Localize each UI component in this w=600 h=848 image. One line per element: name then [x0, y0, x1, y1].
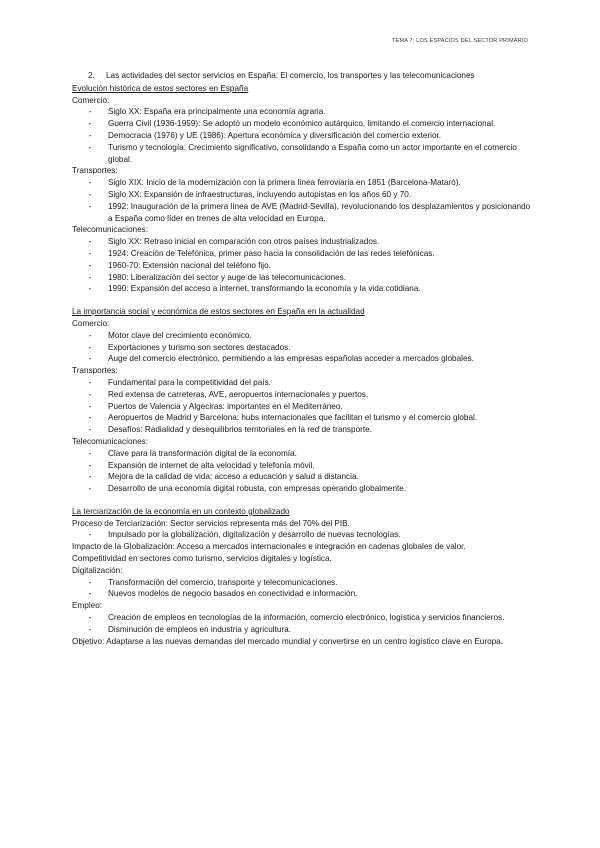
list-item: - 1960-70: Extensión nacional del teléfono fijo. — [88, 260, 271, 270]
group-label-telecomunicaciones: Telecomunicaciones: — [72, 436, 149, 446]
list-item: - Motor clave del crecimiento económico. — [88, 330, 252, 340]
list-item: - Exportaciones y turismo son sectores destacados. — [88, 342, 291, 352]
list-tertiarization — [72, 529, 534, 541]
list-comercio — [72, 106, 534, 165]
list-comercio — [72, 330, 534, 365]
list-item: - Siglo XIX: Inicio de la modernización con la primera línea ferroviaria en 1851 (Barcelona-Mataró). — [88, 178, 461, 188]
list-item: - 1990: Expansión del acceso a internet, transformando la economía y la vida cotidiana. — [88, 284, 421, 294]
paragraph-competitiveness: Competitividad en sectores como turismo, servicios digitales y logística. — [72, 554, 332, 564]
list-item: - Red extensa de carreteras, AVE, aeropuertos internacionales y puertos. — [88, 389, 369, 399]
main-heading — [72, 70, 534, 82]
list-item: - Impulsado por la globalización, digitalización y desarrollo de nuevas tecnologías. — [88, 530, 401, 540]
group-label-transportes: Transportes: — [72, 166, 118, 176]
paragraph-globalization: Impacto de la Globalización: Acceso a mercados internacionales e integración en cadenas globales de valor. — [72, 542, 466, 552]
list-item: - 1992: Inauguración de la primera línea de AVE (Madrid-Sevilla), revolucionando los desplazamientos y posicionando a España como líder en trenes de alta velocidad en Europa. — [88, 201, 531, 223]
list-item: - Aeropuertos de Madrid y Barcelona: hubs internacionales que facilitan el turismo y el comercio global. — [88, 413, 478, 423]
list-item: - 1980: Liberalización del sector y auge de las telecomunicaciones. — [88, 272, 347, 282]
list-item: - Puertos de Valencia y Algeciras: importantes en el Mediterráneo. — [88, 401, 343, 411]
list-transportes — [72, 377, 534, 436]
list-item: - Transformación del comercio, transporte y telecomunicaciones. — [88, 577, 338, 587]
section-title: Evolución histórica de estos sectores en España — [72, 83, 249, 93]
paragraph-tertiarization: Proceso de Terciarización: Sector servicios representa más del 70% del PIB. — [72, 518, 350, 528]
list-item: - Creación de empleos en tecnologías de la información, comercio electrónico, logística y servicios financieros. — [88, 613, 505, 623]
list-empleo — [72, 612, 534, 636]
section-historical-evolution — [72, 83, 534, 295]
list-item: - Siglo XX: Retraso inicial en comparación con otros países industrializados. — [88, 237, 380, 247]
list-item: - Fundamental para la competitividad del país. — [88, 377, 271, 387]
section-social-economic-importance — [72, 306, 534, 495]
list-item: - Mejora de la calidad de vida: acceso a educación y salud a distancia. — [88, 472, 359, 482]
section-title: La importancia social y económica de estos sectores en España en la actualidad — [72, 307, 365, 317]
list-telecomunicaciones — [72, 236, 534, 295]
group-label-transportes: Transportes: — [72, 366, 118, 376]
list-item: - Siglo XX: Expansión de infraestructuras, incluyendo autopistas en los años 60 y 70. — [88, 189, 412, 199]
group-label-comercio: Comercio: — [72, 318, 110, 328]
group-label-telecomunicaciones: Telecomunicaciones: — [72, 225, 149, 235]
list-item: - Nuevos modelos de negocio basados en conectividad e información. — [88, 589, 358, 599]
group-label-comercio: Comercio: — [72, 95, 110, 105]
list-item: - Expansión de internet de alta velocidad y telefonía móvil. — [88, 460, 315, 470]
list-item: - Clave para la transformación digital de la economía. — [88, 448, 297, 458]
document-content — [72, 70, 534, 647]
group-label-digitalizacion: Digitalización: — [72, 565, 123, 575]
list-digitalizacion — [72, 577, 534, 601]
list-telecomunicaciones — [72, 448, 534, 495]
list-item: - 1924: Creación de Telefónica, primer paso hacia la consolidación de las redes telefónicas. — [88, 248, 435, 258]
section-tertiarization — [72, 506, 534, 648]
list-item: - Turismo y tecnología: Crecimiento significativo, consolidando a España como un actor importante en el comercio global. — [88, 142, 517, 164]
group-label-empleo: Empleo: — [72, 601, 103, 611]
list-item: - Democracia (1976) y UE (1986): Apertura económica y diversificación del comercio exterior. — [88, 130, 442, 140]
list-item: - Siglo XX: España era principalmente una economía agraria. — [88, 107, 326, 117]
running-header: TEMA 7: LOS ESPACIOS DEL SECTOR PRIMARIO — [392, 38, 528, 44]
list-item: - Desarrollo de una economía digital robusta, con empresas operando globalmente. — [88, 484, 407, 494]
list-transportes — [72, 177, 534, 224]
section-title: La terciarización de la economía en un contexto globalizado — [72, 506, 290, 516]
heading-number: 2. — [88, 71, 95, 80]
paragraph-objective: Objetivo: Adaptarse a las nuevas demandas del mercado mundial y convertirse en un centro logístico clave en Europa. — [72, 636, 503, 646]
list-item: - Disminución de empleos en industria y agricultura. — [88, 624, 291, 634]
list-item: - Guerra Civil (1936-1959): Se adoptó un modelo económico autárquico, limitando el comercio internacional. — [88, 119, 496, 129]
heading-title: Las actividades del sector servicios en España: El comercio, los transportes y las telecomunicaciones — [106, 71, 475, 80]
list-item: - Auge del comercio electrónico, permitiendo a las empresas españolas acceder a mercados globales. — [88, 354, 474, 364]
list-item: - Desafíos: Radialidad y desequilibrios territoriales en la red de transporte. — [88, 425, 372, 435]
